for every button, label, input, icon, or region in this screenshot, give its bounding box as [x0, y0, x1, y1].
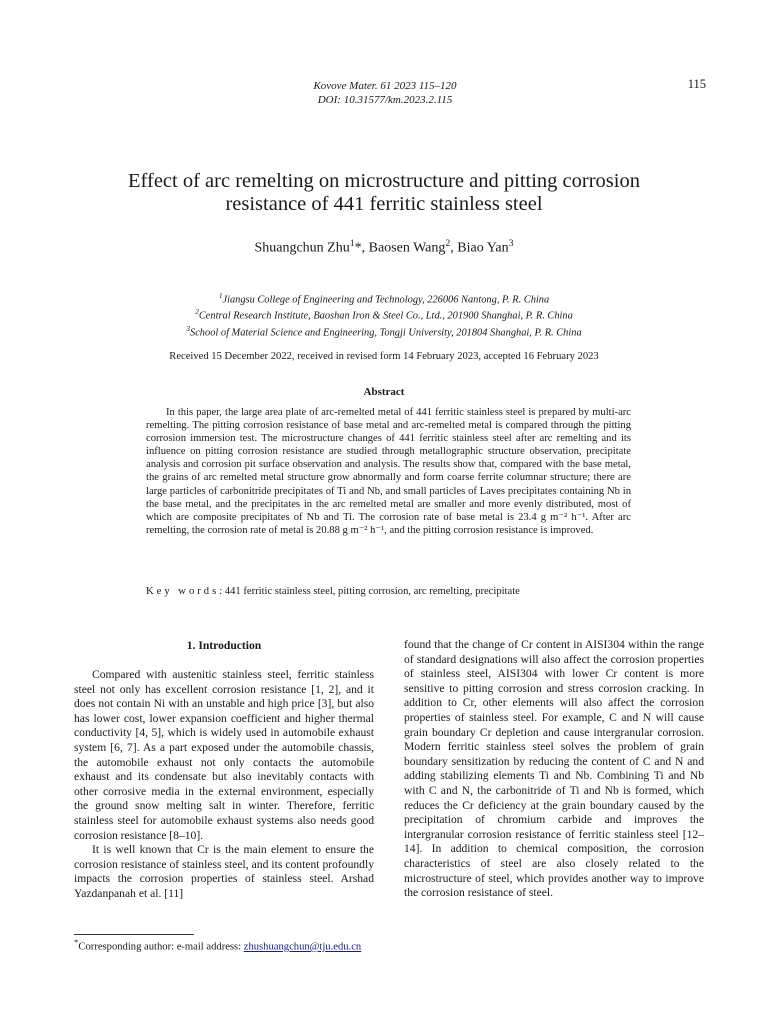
affiliation-2-number: 2 — [195, 308, 199, 317]
section-heading: 1. Introduction — [186, 639, 262, 652]
intro-paragraph-2-continued: found that the change of Cr content in AISI304 within the range of standard designations will also affect the corrosion properties of stainless steel, AISI304 with lower Cr content is more sensitive to pitting corrosion and stress corrosion cracking. In addition to Cr, other elements will also affect the corrosion properties of stainless steel. For example, C and N will cause grain boundary Cr depletion and cause intergranular corrosion. Modern ferritic stainless steel solves the problem of grain boundary sensitization by reducing the content of C and N and adding stabilizing elements Ti and Nb. Combining Ti and Nb with C and N, the carbonitride of Ti and Nb is formed, which reduces the Cr deficiency at the grain boundary caused by the precipitation of chromium carbide and improves the intergranular corrosion resistance of ferritic stainless steel [12–14]. In addition to chemical composition, the corrosion characteristics of steel are also closely related to the microstructure of steel, which provides another way to improve the corrosion resistance of steel. — [404, 638, 704, 900]
affiliation-3-number: 3 — [186, 324, 190, 333]
footnote-mark: * — [74, 937, 79, 947]
affiliations — [60, 290, 708, 339]
author-2-affil: 2 — [445, 238, 451, 249]
title-line-1: Effect of arc remelting on microstructure and pitting corrosion — [128, 170, 640, 192]
abstract-heading: Abstract — [363, 386, 405, 398]
page-number: 115 — [687, 77, 706, 91]
journal-line: Kovove Mater. 61 2023 115–120 — [313, 80, 457, 92]
author-2: Baosen Wang — [368, 240, 446, 256]
author-3-affil: 3 — [508, 238, 514, 249]
footnote-text: Corresponding author: e-mail address: — [78, 941, 244, 953]
affiliation-1 — [60, 290, 708, 306]
title-line-2: resistance of 441 ferritic stainless steel — [225, 193, 543, 215]
author-1: Shuangchun Zhu — [254, 240, 350, 256]
affiliation-1-number: 1 — [218, 292, 223, 300]
keywords-text: : 441 ferritic stainless steel, pitting corrosion, arc remelting, precipitate — [219, 586, 520, 597]
affiliation-2-text: Central Research Institute, Baoshan Iron & Steel Co., Ltd., 201900 Shanghai, P. R. China — [198, 310, 573, 322]
keywords — [146, 586, 631, 597]
right-column — [404, 638, 704, 901]
author-3: Biao Yan — [457, 240, 509, 256]
affiliation-3 — [60, 323, 708, 339]
journal-citation — [200, 79, 570, 107]
intro-paragraph-2: It is well known that Cr is the main element to ensure the corrosion resistance of stainless steel, and its content profoundly impacts the corrosion properties of stainless steel. Arshad Yazdanpanah et al. [11] — [74, 843, 374, 900]
author-list — [60, 238, 708, 257]
author-separator: , — [450, 240, 458, 256]
intro-paragraph-1: Compared with austenitic stainless steel, ferritic stainless steel not only has excellent corrosion resistance [1, 2], and it does not contain Ni with an unstable and high price [3], but also has lower cost, lower expansion coefficient and higher thermal conductivity [4, 5], which is widely used in automobile exhaust system [6, 7]. As a part exposed under the automobile chassis, the automobile exhaust not only contacts the automobile exhaust and its condensate but also inevitably contacts with other corrosive media in the external environment, especially the ground snow melting salt in winter. Therefore, ferritic stainless steel for automobile exhaust systems also needs good corrosion resistance [8–10]. — [74, 668, 374, 842]
corresponding-mark: *, — [354, 240, 369, 256]
affiliation-1-text: Jiangsu College of Engineering and Technology, 226006 Nantong, P. R. China — [222, 294, 550, 306]
received-dates: Received 15 December 2022, received in revised form 14 February 2023, accepted 16 February 2023 — [169, 351, 599, 362]
email-link[interactable]: zhushuangchun@tju.edu.cn — [243, 941, 362, 953]
left-column — [74, 668, 374, 902]
footnote — [74, 937, 674, 953]
abstract-text: In this paper, the large area plate of arc-remelted metal of 441 ferritic stainless steel is prepared by multi-arc remelting. The pitting corrosion resistance of base metal and arc-remelted metal is compared through the pitting corrosion immersion test. The microstructure changes of 441 ferritic stainless steel after arc remelting and its influence on pitting corrosion resistance are studied through metallographic structure observation, precipitate analysis and corrosion pit surface observation and analysis. The results show that, compared with the base metal, the grains of arc remelted metal structure grow abnormally and form coarse ferrite columnar structure; there are large particles of carbonitride precipitates of Ti and Nb, and small particles of Laves precipitates containing Nb in the base metal, and the precipitates in the arc remelted metal are smaller and more evenly distributed, most of which are composite precipitates of Nb and Ti. The corrosion rate of base metal is 23.4 g m⁻² h⁻¹. After arc remelting, the corrosion rate of metal is 20.88 g m⁻² h⁻¹, and the pitting corrosion resistance is improved. — [146, 407, 631, 536]
paper-title — [60, 170, 708, 216]
affiliation-3-text: School of Material Science and Engineering, Tongji University, 201804 Shanghai, P. R. China — [190, 327, 582, 339]
affiliation-2 — [60, 306, 708, 322]
keywords-label: Key words — [146, 586, 220, 597]
footnote-rule — [74, 934, 194, 935]
doi-line: DOI: 10.31577/km.2023.2.115 — [317, 94, 453, 106]
author-1-affil: 1 — [349, 238, 355, 249]
